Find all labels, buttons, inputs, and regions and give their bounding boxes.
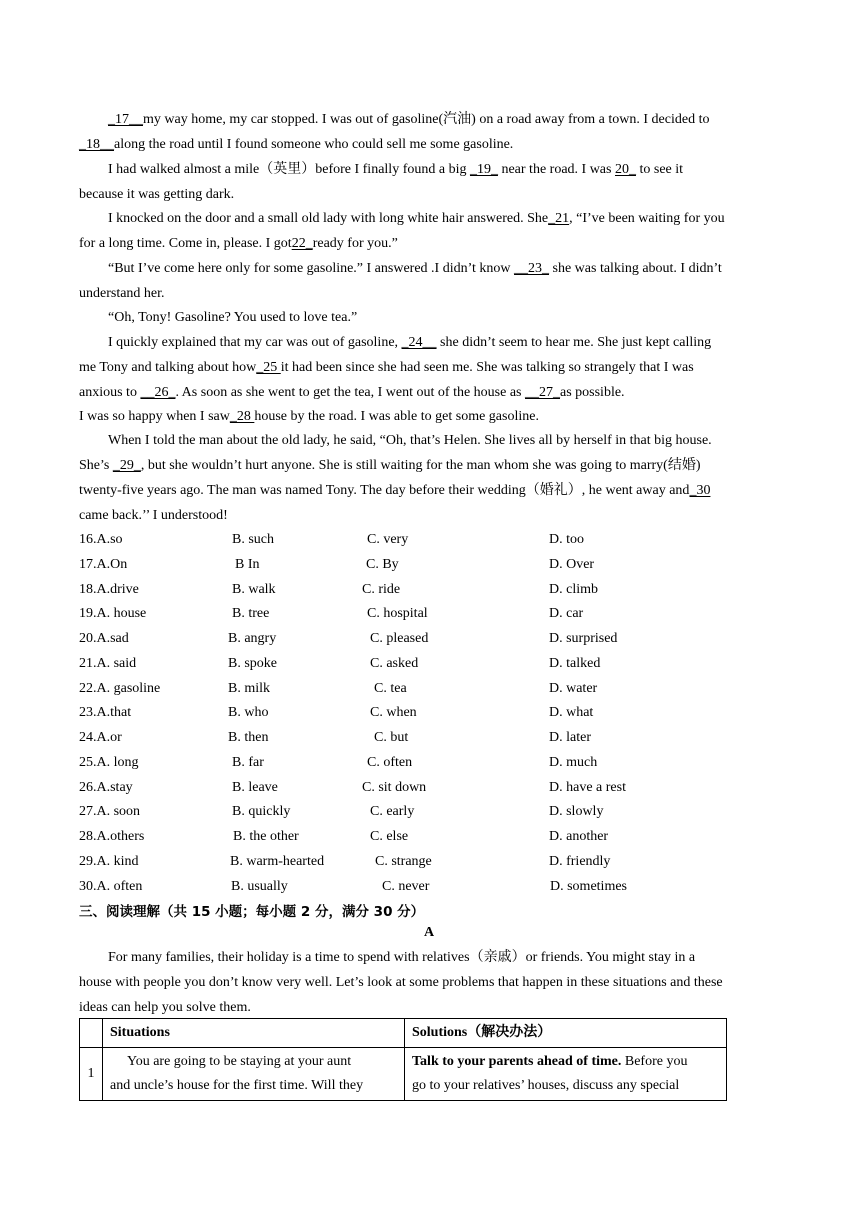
option-23-d: D. what (549, 705, 594, 720)
option-18-c: C. ride (362, 582, 401, 597)
option-16-b: B. such (232, 532, 274, 547)
option-22-d: D. water (549, 681, 598, 696)
option-20-a: 20.A.sad (79, 631, 129, 646)
blank-marker: _30 (689, 483, 711, 498)
blank-marker: 20_ (614, 162, 636, 177)
option-16-c: C. very (367, 532, 409, 547)
passage-text: my way home, my car stopped. I was out of gasoline(汽油) on a road away from a town. I decided to (143, 112, 710, 127)
passage-text: came back.’’ I understood! (79, 508, 228, 523)
passage-text: When I told the man about the old lady, he said, “Oh, that’s Helen. She lives all by herself in that big house. (108, 433, 712, 448)
blank-marker: _18__ (79, 137, 114, 152)
passage-text: along the road until I found someone who could sell me some gasoline. (114, 137, 514, 152)
passage-line (79, 457, 701, 475)
blank-marker: _21 (548, 211, 570, 226)
option-29-c: C. strange (375, 854, 432, 869)
blank-marker: _19_ (469, 162, 498, 177)
option-19-c: C. hospital (367, 606, 428, 621)
option-18-a: 18.A.drive (79, 582, 139, 597)
passage-text: anxious to (79, 385, 141, 400)
passage-line (108, 432, 712, 450)
option-26-d: D. have a rest (549, 780, 626, 795)
passage-text: understand her. (79, 286, 165, 301)
option-22-b: B. milk (228, 681, 271, 696)
option-28-d: D. another (549, 829, 609, 844)
passage-text: me Tony and talking about how (79, 360, 257, 375)
passage-text: twenty-five years ago. The man was named Tony. The day before their wedding（婚礼）, he went away and (79, 483, 690, 498)
passage-line (79, 285, 165, 303)
option-26-c: C. sit down (362, 780, 427, 795)
passage-line (108, 260, 722, 278)
option-25-c: C. often (367, 755, 413, 770)
blank-marker: 22_ (291, 236, 313, 251)
option-25-a: 25.A. long (79, 755, 139, 770)
table-row (80, 1048, 727, 1101)
passage-line (108, 161, 683, 179)
passage-line (108, 111, 709, 129)
passage-text: house by the road. I was able to get some gasoline. (254, 409, 539, 424)
option-17-a: 17.A.On (79, 557, 128, 572)
intro-line-2: house with people you don’t know very well. Let’s look at some problems that happen in these situations and these (79, 975, 723, 990)
passage-line (108, 334, 711, 352)
blank-marker: __23_ (514, 261, 550, 276)
passage-text: She’s (79, 458, 113, 473)
option-21-c: C. asked (370, 656, 419, 671)
passage-text: it had been since she had seen me. She was talking so strangely that I was (280, 360, 694, 375)
option-29-a: 29.A. kind (79, 854, 139, 869)
passage-line (108, 309, 357, 327)
passage-line (79, 186, 234, 204)
section-heading: 三、阅读理解（共 15 小题；每小题 2 分，满分 30 分） (79, 904, 425, 920)
option-19-d: D. car (549, 606, 584, 621)
table-cell-solution (405, 1048, 727, 1101)
option-17-c: C. By (366, 557, 399, 572)
option-19-a: 19.A. house (79, 606, 147, 621)
option-16-d: D. too (549, 532, 584, 547)
passage-line (108, 210, 725, 228)
option-22-a: 22.A. gasoline (79, 681, 161, 696)
option-23-b: B. who (228, 705, 269, 720)
option-21-d: D. talked (549, 656, 601, 671)
solution-text-1: Before you (621, 1054, 688, 1069)
passage-text: I quickly explained that my car was out of gasoline, (108, 335, 402, 350)
passage-text: near the road. I was (497, 162, 615, 177)
intro-line-1: For many families, their holiday is a time to spend with relatives（亲戚）or friends. You might stay in a (108, 950, 696, 965)
blank-marker: _17__ (108, 112, 143, 127)
option-20-b: B. angry (228, 631, 277, 646)
passage-text: I knocked on the door and a small old lady with long white hair answered. She (108, 211, 549, 226)
table-header-situations: Situations (103, 1019, 405, 1048)
passage-line (79, 136, 513, 154)
blank-marker: _28 (229, 409, 255, 424)
option-30-c: C. never (382, 879, 430, 894)
blank-marker: _25 (256, 360, 281, 375)
option-20-d: D. surprised (549, 631, 618, 646)
passage-text: , but she wouldn’t hurt anyone. She is still waiting for the man whom she was going to marry(结婚) (140, 458, 701, 473)
option-26-b: B. leave (232, 780, 278, 795)
option-29-b: B. warm-hearted (230, 854, 325, 869)
blank-marker: _24__ (401, 335, 437, 350)
option-24-d: D. later (549, 730, 591, 745)
passage-text: “Oh, Tony! Gasoline? You used to love tea.” (108, 310, 358, 325)
intro-line-3: ideas can help you solve them. (79, 1000, 251, 1015)
option-17-d: D. Over (549, 557, 595, 572)
option-16-a: 16.A.so (79, 532, 123, 547)
solution-text-2: go to your relatives’ houses, discuss any special (412, 1078, 680, 1093)
option-29-d: D. friendly (549, 854, 611, 869)
passage-text: , “I’ve been waiting for you (569, 211, 725, 226)
table-row-number: 1 (80, 1048, 103, 1101)
passage-text: I had walked almost a mile（英里）before I finally found a big (108, 162, 470, 177)
option-25-b: B. far (232, 755, 264, 770)
blank-marker: __27_ (525, 385, 560, 400)
passage-text: ready for you.” (312, 236, 398, 251)
passage-line (79, 235, 398, 253)
table-header-num (80, 1019, 103, 1048)
table-cell-situation (103, 1048, 405, 1101)
option-30-d: D. sometimes (550, 879, 627, 894)
option-25-d: D. much (549, 755, 598, 770)
option-30-a: 30.A. often (79, 879, 143, 894)
solutions-table (79, 1018, 727, 1101)
option-20-c: C. pleased (370, 631, 429, 646)
option-27-d: D. slowly (549, 804, 604, 819)
situation-line-1: You are going to be staying at your aunt (127, 1054, 352, 1069)
passage-text: for a long time. Come in, please. I got (79, 236, 292, 251)
option-24-a: 24.A.or (79, 730, 122, 745)
option-28-b: B. the other (233, 829, 299, 844)
option-27-b: B. quickly (232, 804, 291, 819)
option-24-b: B. then (228, 730, 269, 745)
passage-line (79, 482, 710, 500)
option-28-c: C. else (370, 829, 409, 844)
option-19-b: B. tree (232, 606, 270, 621)
subsection-label: A (424, 925, 435, 940)
blank-marker: __26_ (140, 385, 176, 400)
option-27-c: C. early (370, 804, 415, 819)
option-30-b: B. usually (231, 879, 288, 894)
passage-line (79, 384, 625, 402)
passage-text: because it was getting dark. (79, 187, 235, 202)
option-23-c: C. when (370, 705, 417, 720)
option-27-a: 27.A. soon (79, 804, 141, 819)
option-21-b: B. spoke (228, 656, 277, 671)
option-18-d: D. climb (549, 582, 598, 597)
option-18-b: B. walk (232, 582, 276, 597)
option-23-a: 23.A.that (79, 705, 132, 720)
option-21-a: 21.A. said (79, 656, 137, 671)
option-26-a: 26.A.stay (79, 780, 133, 795)
solution-bold-text: Talk to your parents ahead of time. (412, 1054, 622, 1069)
passage-line (79, 408, 539, 426)
passage-line (79, 507, 228, 525)
option-28-a: 28.A.others (79, 829, 145, 844)
passage-text: I was so happy when I saw (79, 409, 230, 424)
passage-text: “But I’ve come here only for some gasoline.” I answered .I didn’t know (108, 261, 515, 276)
passage-text: she was talking about. I didn’t (549, 261, 722, 276)
option-22-c: C. tea (374, 681, 407, 696)
option-24-c: C. but (374, 730, 409, 745)
passage-text: she didn’t seem to hear me. She just kept calling (436, 335, 712, 350)
passage-line (79, 359, 694, 377)
situation-line-2: and uncle’s house for the first time. Will they (110, 1078, 364, 1093)
option-17-b: B In (235, 557, 260, 572)
blank-marker: _29_ (112, 458, 141, 473)
passage-text: as possible. (560, 385, 625, 400)
table-header-solutions: Solutions（解决办法） (405, 1019, 727, 1048)
table-header-row (80, 1019, 727, 1048)
passage-text: . As soon as she went to get the tea, I went out of the house as (175, 385, 525, 400)
passage-text: to see it (635, 162, 684, 177)
